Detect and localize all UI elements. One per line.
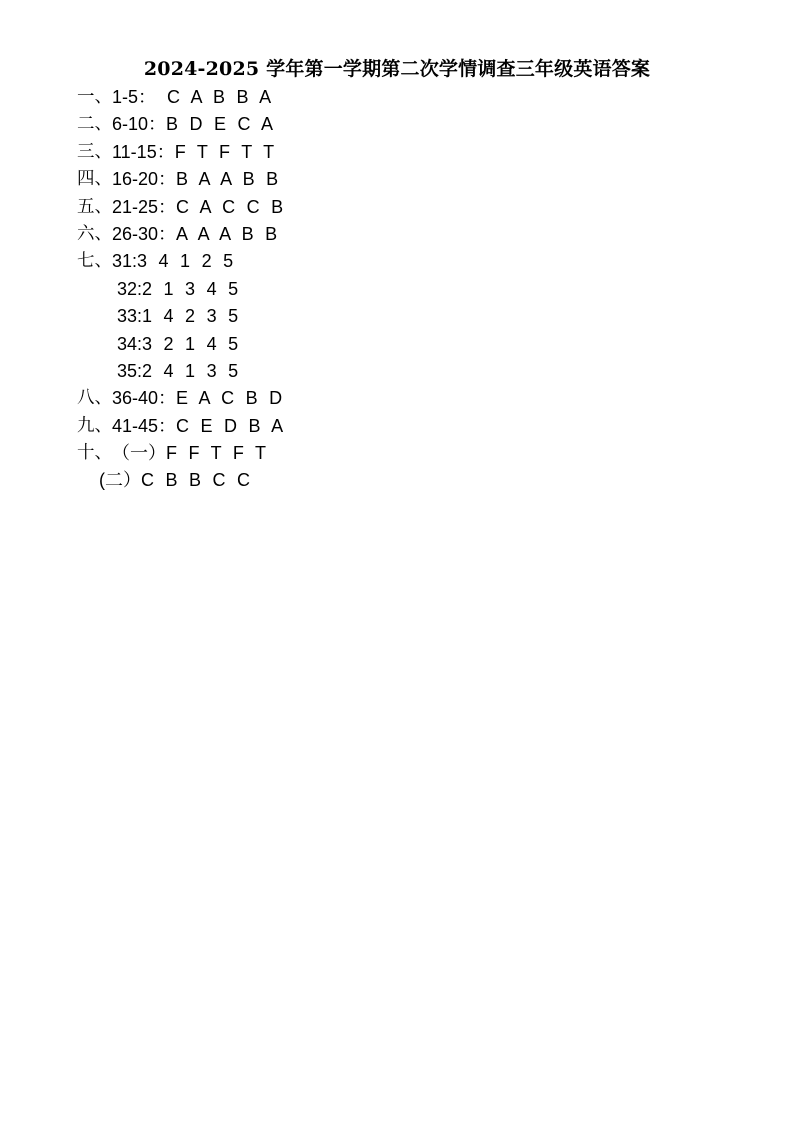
answer-list [77, 84, 777, 495]
answer-line-10 [77, 440, 777, 467]
ordering-line-34 [77, 331, 777, 358]
answer-line-6 [77, 221, 777, 248]
question-range: 33: [117, 306, 143, 327]
answer-values: 1 4 2 3 5 [142, 306, 239, 327]
answer-values: E A C B D [176, 388, 283, 409]
ordering-line-35 [77, 358, 777, 385]
section-number: 六、 [77, 223, 112, 244]
section-number: 二、 [77, 114, 112, 135]
question-range: 21-25： [112, 196, 177, 217]
ordering-line-33 [77, 303, 777, 330]
answer-values: C B B C C [141, 470, 251, 491]
answer-line-7 [77, 248, 777, 275]
question-range: 1-5： [112, 87, 157, 107]
section-number: 一、 [77, 87, 112, 107]
answer-values: 2 4 1 3 5 [142, 360, 239, 381]
answer-values: C E D B A [176, 415, 284, 436]
question-range: 36-40： [112, 388, 177, 409]
answer-line-5 [77, 194, 777, 221]
question-range: 35: [117, 360, 143, 381]
question-range: 11-15： [112, 141, 175, 162]
answer-line-1 [77, 84, 777, 111]
answer-line-10-part-two [77, 467, 777, 494]
answer-line-2 [77, 111, 777, 138]
section-number: 九、 [77, 415, 112, 436]
question-range: 31: [112, 251, 138, 272]
section-number: 十、 [77, 443, 112, 464]
question-range: 41-45： [112, 415, 177, 436]
ordering-line-32 [77, 276, 777, 303]
document-title: 2024-2025 学年第一学期第二次学情调查三年级英语答案 [143, 58, 651, 80]
answer-values: 2 1 3 4 5 [142, 278, 239, 299]
answer-values: F F T F T [166, 443, 267, 464]
section-number: 五、 [77, 196, 112, 217]
section-number: 三、 [77, 141, 112, 162]
answer-values: C A B B A [156, 87, 272, 107]
question-range: 26-30： [112, 223, 177, 244]
answer-line-4 [77, 166, 777, 193]
answer-values: 3 2 1 4 5 [142, 333, 239, 354]
question-range: 6-10： [112, 114, 167, 135]
section-number: 八、 [77, 388, 112, 409]
answer-values: C A C C B [176, 196, 284, 217]
question-range: 16-20： [112, 169, 177, 190]
section-number: 四、 [77, 169, 112, 190]
answer-line-9 [77, 413, 777, 440]
question-range: 32: [117, 278, 143, 299]
answer-values: F T F T T [174, 141, 275, 162]
answer-values: A A A B B [176, 223, 278, 244]
section-number: 七、 [77, 251, 112, 272]
answer-values: B D E C A [166, 114, 274, 135]
question-range: (二） [99, 470, 141, 491]
question-range: （一） [112, 443, 166, 464]
answer-values: 3 4 1 2 5 [137, 251, 234, 272]
answer-values: B A A B B [176, 169, 279, 190]
question-range: 34: [117, 333, 143, 354]
answer-line-3 [77, 139, 777, 166]
answer-line-8 [77, 385, 777, 412]
